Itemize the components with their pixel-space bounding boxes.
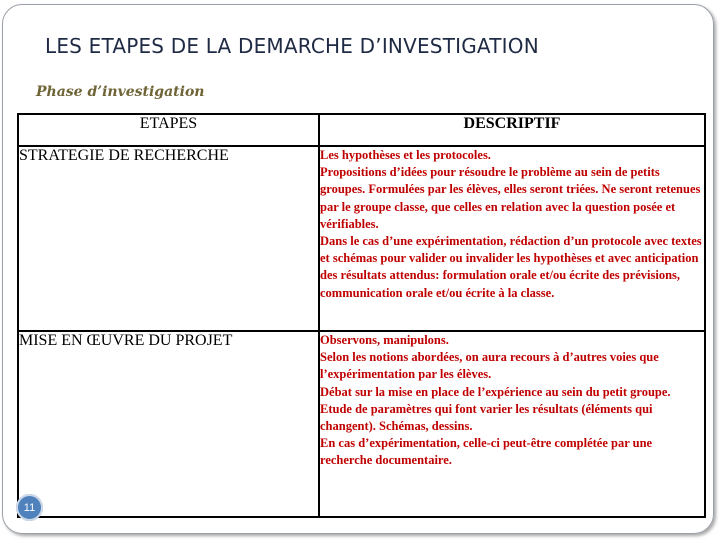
descriptif-line: Etude de paramètres qui font varier les résultats (éléments qui changent). Schémas, dessins. [320,401,653,434]
table-row [18,146,705,331]
table-row [18,331,705,517]
header-descriptif: DESCRIPTIF [319,114,705,146]
descriptif-line: En cas d’expérimentation, celle-ci peut-être complétée par une recherche documentaire. [320,436,653,468]
descriptif-line: Observons, manipulons. [320,333,449,347]
page-number-badge: 11 [16,494,43,521]
descriptif-cell [319,146,705,331]
header-etapes: ETAPES [18,114,319,146]
slide-subtitle: Phase d’investigation [36,84,205,100]
table-header-row [18,114,705,146]
etape-cell: MISE EN ŒUVRE DU PROJET [18,331,319,517]
descriptif-line: Débat sur la mise en place de l’expérience au sein du petit groupe. [320,384,671,399]
slide-title: LES ETAPES DE LA DEMARCHE D’INVESTIGATION [45,34,539,58]
descriptif-line: Les hypothèses et les protocoles. [320,148,491,162]
descriptif-cell [319,331,705,517]
descriptif-line: Propositions d’idées pour résoudre le problème au sein de petits groupes. Formulées par les élèves, elles seront triées. Ne seront retenues par le groupe classe, que celles en relation avec la question posée et vérifiables. [320,165,701,231]
descriptif-line: Dans le cas d’une expérimentation, rédaction d’un protocole avec textes et schémas pour valider ou invalider les hypothèses et avec anticipation des résultats attendus: formulation orale et/ou écrite des prévisions, communication orale et/ou écrite à la classe. [320,234,702,300]
etape-cell: STRATEGIE DE RECHERCHE [18,146,319,331]
descriptif-line: Selon les notions abordées, on aura recours à d’autres voies que l’expérimentation par les élèves. [320,350,659,382]
investigation-table [17,113,706,518]
